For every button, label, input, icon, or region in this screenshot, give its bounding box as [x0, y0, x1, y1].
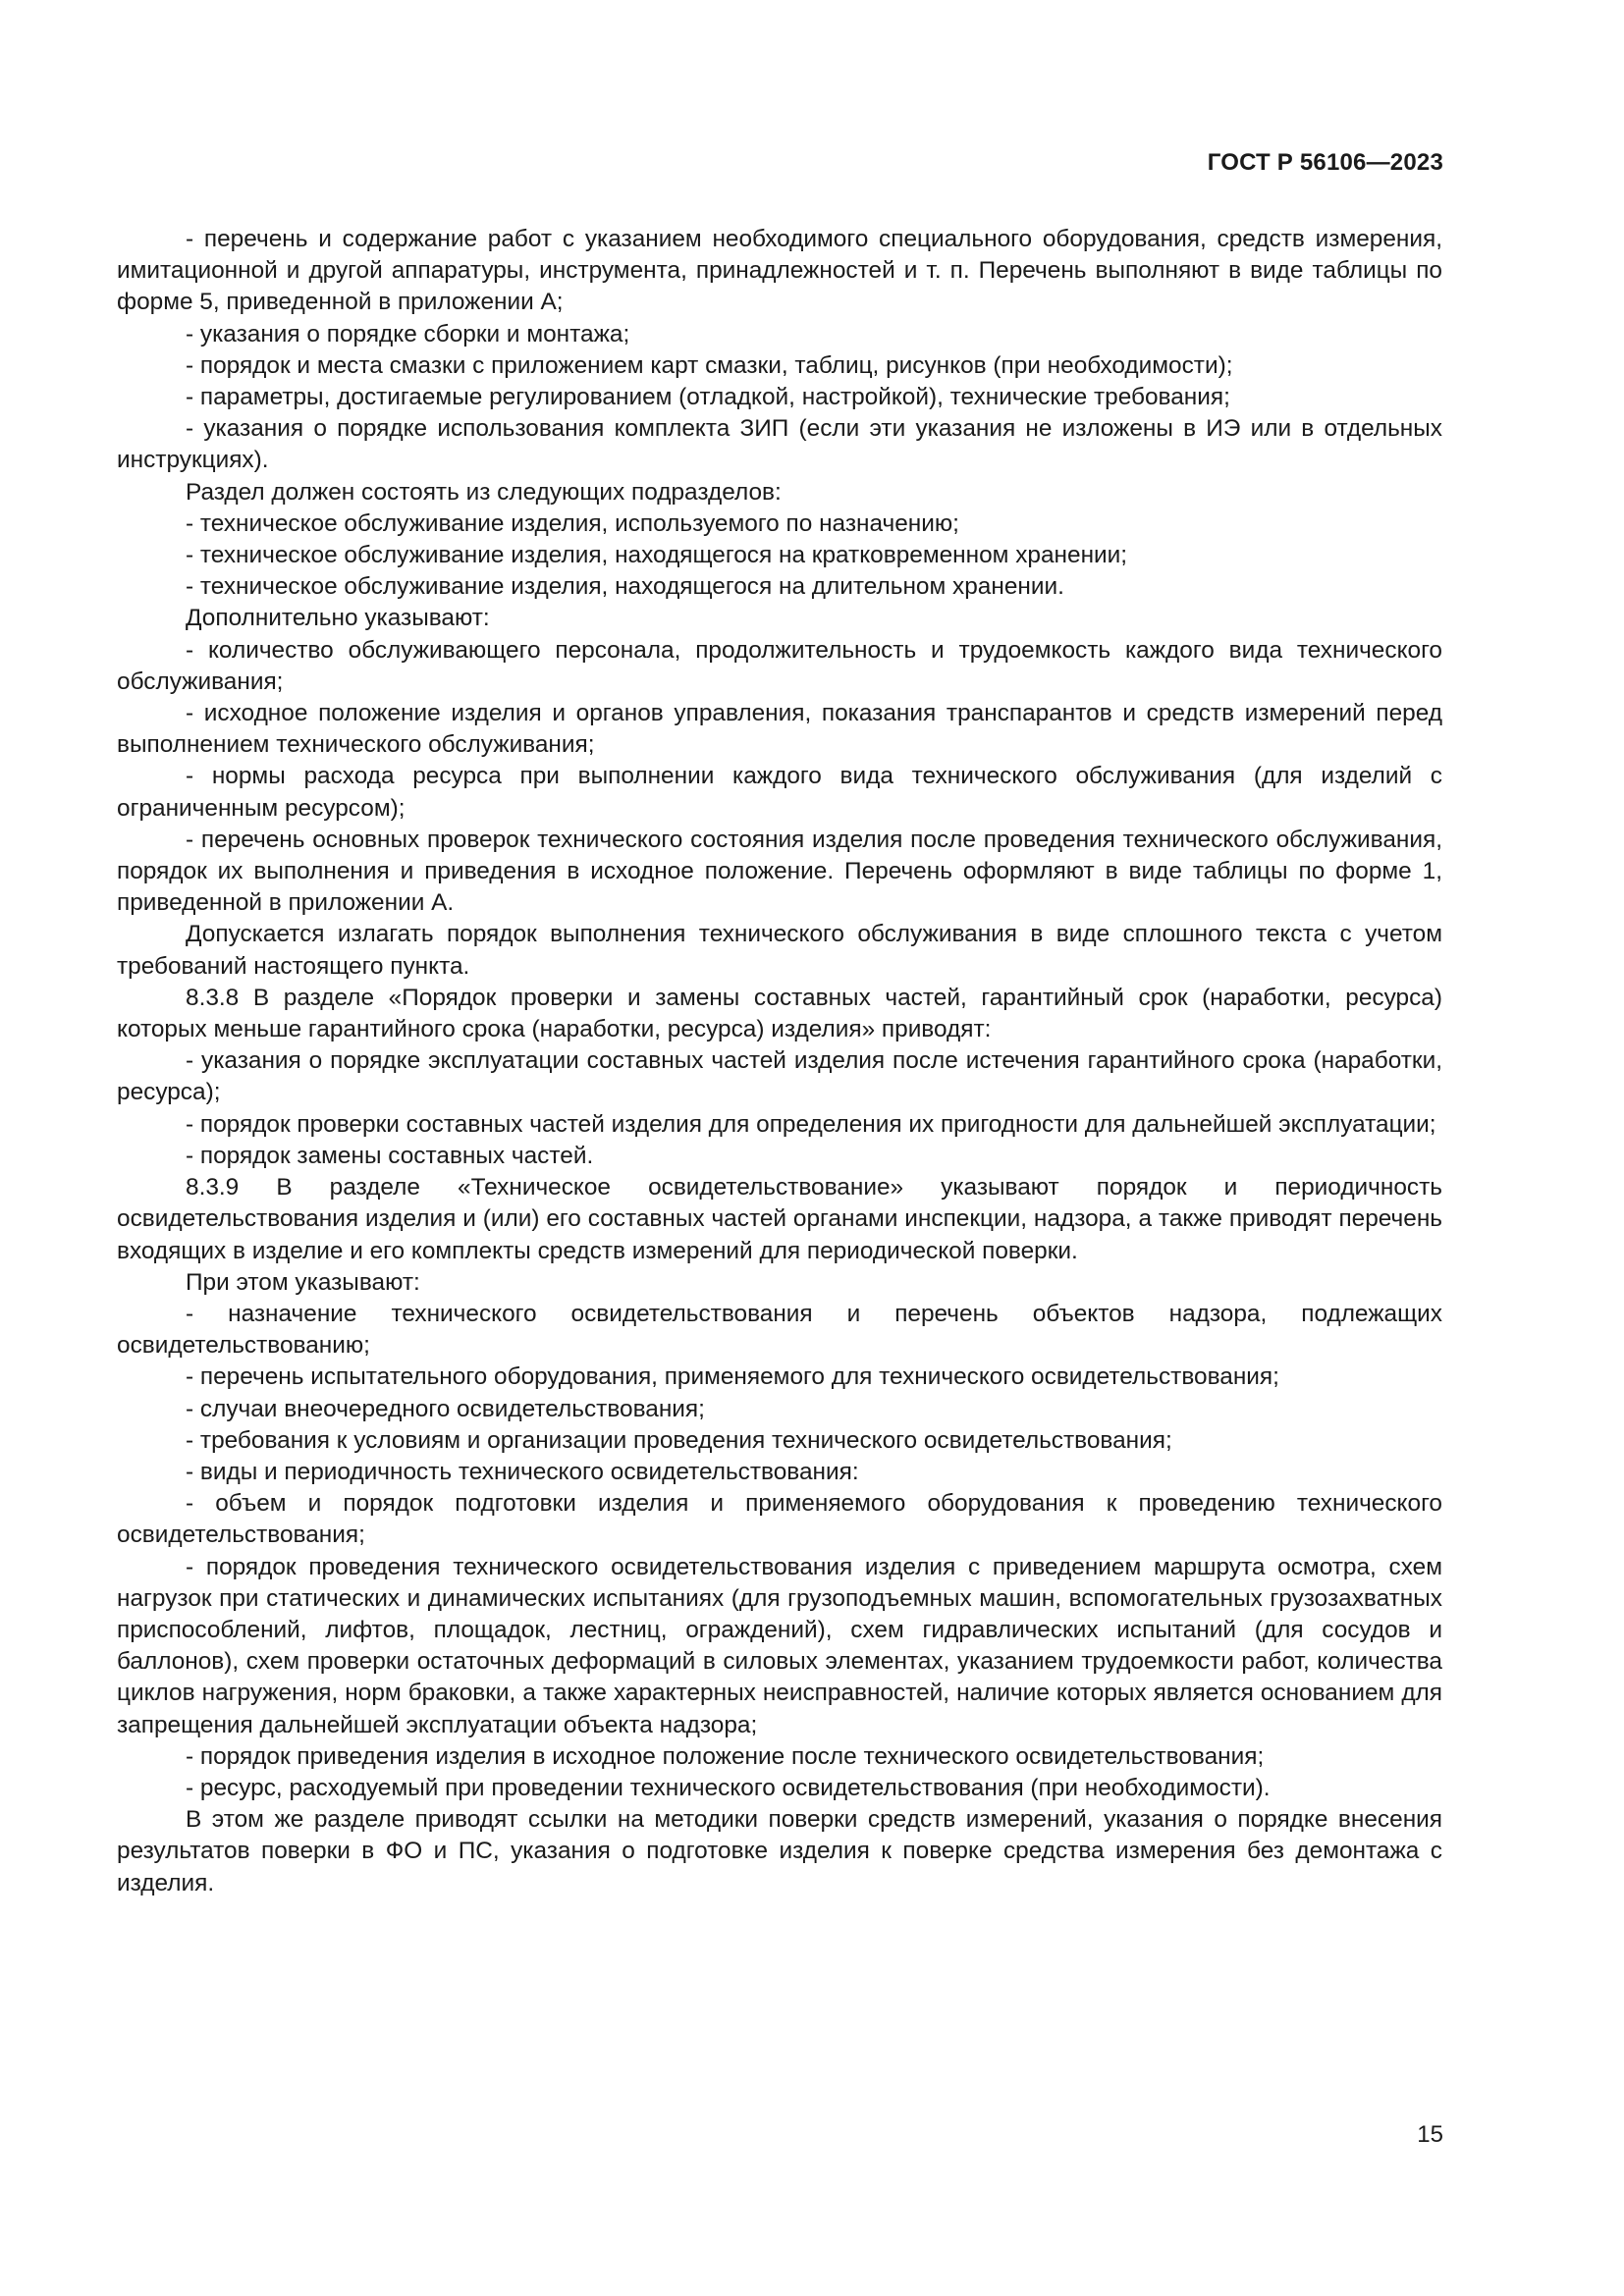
- body-paragraph: - перечень и содержание работ с указанием необходимого специального оборудования, средств измерения, имитационной и другой аппаратуры, инструмента, принадлежностей и т. п. Перечень выполняют в виде таблицы по форме 5, приведенной в приложении А;: [117, 226, 1442, 316]
- body-paragraph: - порядок проверки составных частей изделия для определения их пригодности для дальнейшей эксплуатации;: [186, 1110, 1436, 1138]
- body-paragraph: - техническое обслуживание изделия, находящегося на кратковременном хранении;: [186, 542, 1128, 569]
- body-paragraph: При этом указывают:: [186, 1268, 420, 1296]
- body-paragraph: - порядок замены составных частей.: [186, 1142, 594, 1169]
- body-paragraph: - параметры, достигаемые регулированием (отладкой, настройкой), технические требования;: [186, 384, 1230, 411]
- body-paragraph: - перечень основных проверок технического состояния изделия после проведения технического обслуживания, порядок их выполнения и приведения в исходное положение. Перечень оформляют в виде таблицы по форме 1, приведенной в приложении А.: [117, 826, 1442, 917]
- body-paragraph: - нормы расхода ресурса при выполнении каждого вида технического обслуживания (для изделий с ограниченным ресурсом);: [117, 763, 1442, 822]
- body-paragraph: - техническое обслуживание изделия, находящегося на длительном хранении.: [186, 573, 1064, 601]
- body-paragraph: - порядок и места смазки с приложением карт смазки, таблиц, рисунков (при необходимости);: [186, 351, 1233, 379]
- page-number: 15: [1417, 2121, 1443, 2148]
- body-paragraph: - перечень испытательного оборудования, применяемого для технического освидетельствования;: [186, 1363, 1279, 1391]
- body-paragraph: - порядок приведения изделия в исходное положение после технического освидетельствования;: [186, 1742, 1265, 1770]
- body-paragraph: 8.3.8 В разделе «Порядок проверки и замены составных частей, гарантийный срок (наработки, ресурса) которых меньше гарантийного срока (наработки, ресурса) изделия» приводят:: [117, 984, 1442, 1043]
- body-paragraph: Допускается излагать порядок выполнения технического обслуживания в виде сплошного текста с учетом требований настоящего пункта.: [117, 921, 1442, 980]
- body-paragraph: - требования к условиям и организации проведения технического освидетельствования;: [186, 1426, 1172, 1454]
- body-paragraph: - указания о порядке сборки и монтажа;: [186, 320, 630, 347]
- document-body: [117, 224, 1442, 1899]
- body-paragraph: - указания о порядке использования комплекта ЗИП (если эти указания не изложены в ИЭ или в отдельных инструкциях).: [117, 415, 1442, 474]
- body-paragraph: - объем и порядок подготовки изделия и применяемого оборудования к проведению технического освидетельствования;: [117, 1490, 1442, 1549]
- body-paragraph: - порядок проведения технического освидетельствования изделия с приведением маршрута осмотра, схем нагрузок при статических и динамических испытаниях (для грузоподъемных машин, вспомогательных грузозахватных приспособлений, лифтов, площадок, лестниц, ограждений), схем гидравлических испытаний (для сосудов и баллонов), схем проверки остаточных деформаций в силовых элементах, указанием трудоемкости работ, количества циклов нагружения, норм браковки, а также характерных неисправностей, наличие которых является основанием для запрещения дальнейшей эксплуатации объекта надзора;: [117, 1553, 1442, 1738]
- body-paragraph: - техническое обслуживание изделия, используемого по назначению;: [186, 509, 959, 537]
- body-paragraph: 8.3.9 В разделе «Техническое освидетельствование» указывают порядок и периодичность освидетельствования изделия и (или) его составных частей органами инспекции, надзора, а также приводят перечень входящих в изделие и его комплекты средств измерений для периодической поверки.: [117, 1174, 1442, 1264]
- body-paragraph: - случаи внеочередного освидетельствования;: [186, 1395, 705, 1422]
- document-header-code: ГОСТ Р 56106—2023: [1207, 149, 1443, 176]
- body-paragraph: - виды и периодичность технического освидетельствования:: [186, 1458, 859, 1485]
- body-paragraph: Раздел должен состоять из следующих подразделов:: [186, 478, 782, 506]
- body-paragraph: - назначение технического освидетельствования и перечень объектов надзора, подлежащих освидетельствованию;: [117, 1300, 1442, 1360]
- body-paragraph: - указания о порядке эксплуатации составных частей изделия после истечения гарантийного срока (наработки, ресурса);: [117, 1047, 1442, 1106]
- body-paragraph: - исходное положение изделия и органов управления, показания транспарантов и средств измерений перед выполнением технического обслуживания;: [117, 700, 1442, 759]
- body-paragraph: Дополнительно указывают:: [186, 605, 490, 632]
- body-paragraph: - ресурс, расходуемый при проведении технического освидетельствования (при необходимости).: [186, 1774, 1271, 1801]
- body-paragraph: - количество обслуживающего персонала, продолжительность и трудоемкость каждого вида технического обслуживания;: [117, 636, 1442, 695]
- body-paragraph: В этом же разделе приводят ссылки на методики поверки средств измерений, указания о порядке внесения результатов поверки в ФО и ПС, указания о подготовке изделия к поверке средства измерения без демонтажа с изделия.: [117, 1806, 1442, 1896]
